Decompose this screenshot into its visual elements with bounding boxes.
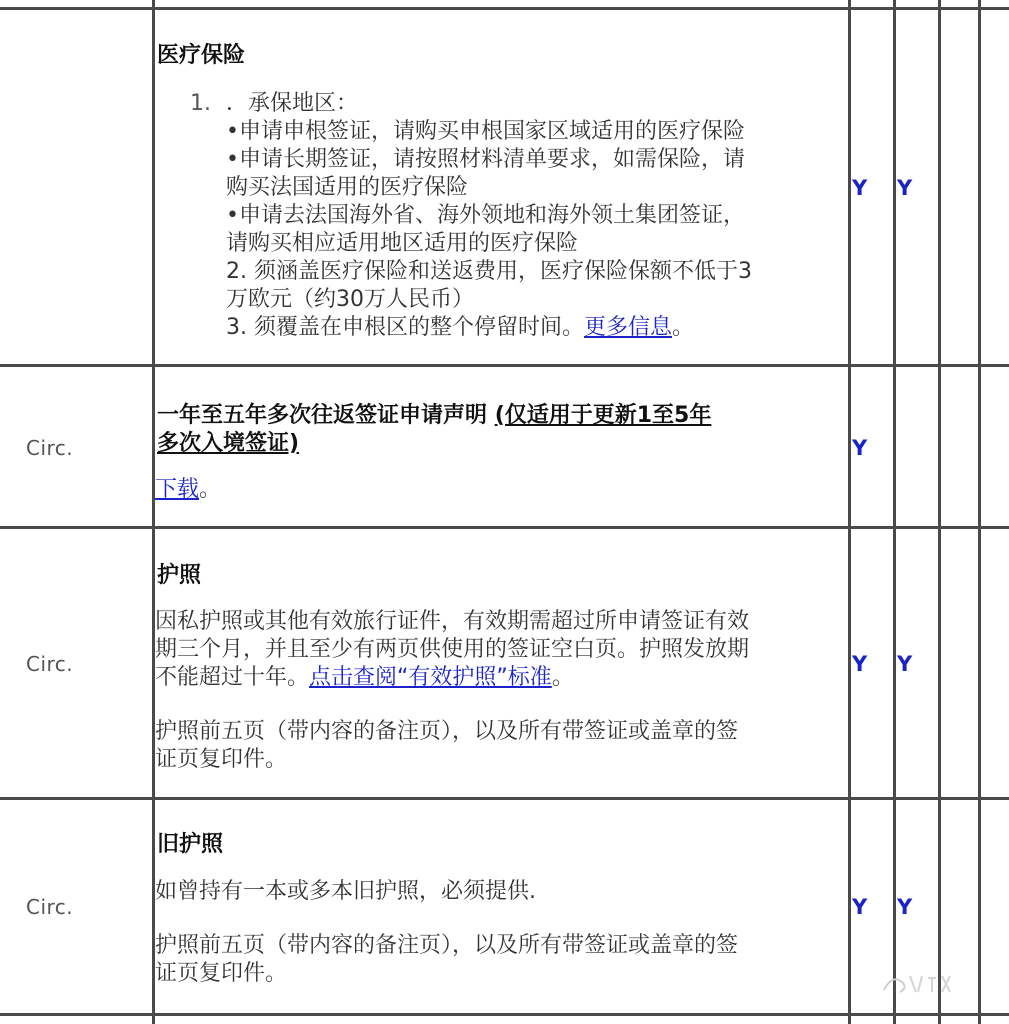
multi-entry-title: 一年至五年多次往返签证申请声明 [157, 403, 488, 428]
circ-label: Circ. [26, 652, 74, 676]
grid-line-col1 [152, 0, 155, 1024]
check-y-col1: Y [852, 176, 868, 200]
row-title-old-passport: 旧护照 [157, 832, 224, 857]
valid-passport-criteria-link[interactable]: 点击查阅“有效护照”标准 [309, 665, 552, 690]
check-y-col1: Y [852, 895, 868, 919]
bullet-overseas-line1: •申请去法国海外省、海外领地和海外领土集团签证， [226, 203, 745, 228]
bullet-overseas-line2: 请购买相应适用地区适用的医疗保险 [226, 231, 579, 256]
check-y-col1: Y [852, 436, 868, 460]
grid-line-col5 [978, 0, 981, 1024]
grid-line-row2 [0, 526, 1009, 529]
passport-copy-line2: 证页复印件。 [155, 747, 288, 772]
more-info-link[interactable]: 更多信息 [584, 315, 673, 340]
download-suffix: 。 [199, 477, 222, 502]
multi-entry-note-line1: (仅适用于更新1至5年 [494, 403, 712, 428]
passport-text-line2: 期三个月，并且至少有两页供使用的签证空白页。护照发放期 [155, 637, 750, 662]
item2-line1: 2. 须涵盖医疗保险和送返费用，医疗保险保额不低于3 [226, 259, 752, 284]
grid-line-col3 [893, 0, 896, 1024]
grid-line-col4 [938, 0, 941, 1024]
old-passport-copy-line1: 护照前五页（带内容的备注页），以及所有带签证或盖章的签 [155, 933, 739, 958]
bullet-schengen: •申请申根签证，请购买申根国家区域适用的医疗保险 [226, 119, 745, 144]
item3-text: 3. 须覆盖在申根区的整个停留时间。 [226, 315, 584, 340]
old-passport-text: 如曾持有一本或多本旧护照，必须提供. [155, 879, 536, 904]
download-line [155, 476, 221, 504]
circ-label: Circ. [26, 895, 74, 919]
more-info-suffix: 。 [672, 315, 695, 340]
grid-line-row1 [0, 364, 1009, 367]
grid-line-row0 [0, 7, 1009, 10]
coverage-area-heading: ．承保地区： [226, 91, 359, 116]
passport-text-line3-start: 不能超过十年。 [155, 665, 310, 690]
multi-entry-note-line2: 多次入境签证) [157, 431, 300, 456]
passport-text-line3 [155, 664, 574, 692]
row-title-medical-insurance: 医疗保险 [157, 43, 246, 68]
criteria-suffix: 。 [551, 665, 574, 690]
item2-line2: 万欧元（约30万人民币） [226, 287, 474, 312]
row-title-passport: 护照 [157, 563, 202, 588]
watermark-icon [880, 968, 970, 998]
circ-label: Circ. [26, 436, 74, 460]
check-y-col2: Y [897, 176, 913, 200]
grid-line-row3 [0, 797, 1009, 800]
item3-line [226, 314, 694, 342]
row-title-multi-entry [157, 398, 711, 429]
passport-copy-line1: 护照前五页（带内容的备注页），以及所有带签证或盖章的签 [155, 719, 739, 744]
check-y-col1: Y [852, 652, 868, 676]
check-y-col2: Y [897, 895, 913, 919]
bullet-long-stay-line2: 购买法国适用的医疗保险 [226, 175, 469, 200]
passport-text-line1: 因私护照或其他有效旅行证件，有效期需超过所申请签证有效 [155, 609, 750, 634]
download-link[interactable]: 下载 [155, 477, 200, 502]
list-number-1: 1. [190, 91, 211, 116]
bullet-long-stay-line1: •申请长期签证，请按照材料清单要求，如需保险，请 [226, 147, 745, 172]
grid-line-col2 [848, 0, 851, 1024]
grid-line-row4 [0, 1013, 1009, 1016]
old-passport-copy-line2: 证页复印件。 [155, 961, 288, 986]
check-y-col2: Y [897, 652, 913, 676]
